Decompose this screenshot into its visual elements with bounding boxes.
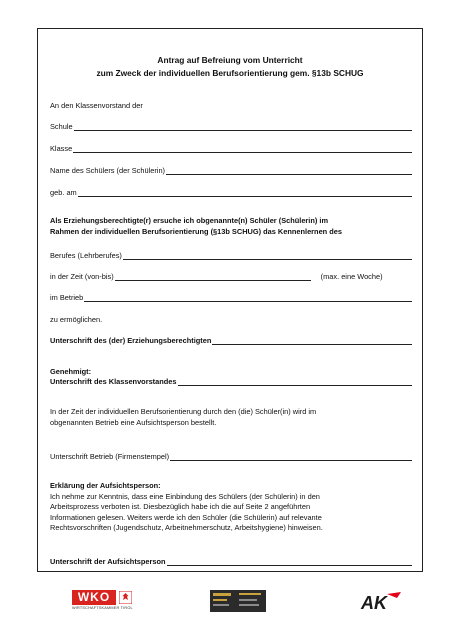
berufes-input-line[interactable] (123, 252, 412, 260)
ak-accent-icon (387, 592, 401, 598)
schule-label: Schule (50, 122, 73, 131)
tirol-eagle-icon (119, 591, 132, 604)
erklaerung-block: Erklärung der Aufsichtsperson: Ich nehme zur Kenntnis, dass eine Einbindung des Schülers (der Schülerin) in den Arbeitsprozess verboten ist. Diesbezüglich habe ich die auf Seite 2 angeführten Informationen gelesen. Weiters werde ich den Schüler (die Schülerin) auf relevante Rechtsvorschriften (Jugendschutz, Arbeitnehmerschutz, Arbeitshygiene) hinweisen. (50, 481, 410, 534)
betrieb-label: im Betrieb (50, 293, 84, 302)
name-label: Name des Schülers (der Schülerin) (50, 166, 166, 175)
klasse-label: Klasse (50, 144, 73, 153)
betrieb-signature-label: Unterschrift Betrieb (Firmenstempel) (50, 452, 170, 461)
wko-subtitle: WIRTSCHAFTSKAMMER TIROL (72, 606, 133, 610)
wko-logo (72, 590, 170, 612)
betrieb-signature[interactable] (50, 452, 412, 461)
wko-logo-mark: WKO (72, 590, 116, 605)
erz-signature-label: Unterschrift des (der) Erziehungsberechtigten (50, 336, 212, 345)
klasse-field[interactable] (50, 144, 412, 153)
berufes-field[interactable] (50, 251, 412, 260)
betrieb-signature-line[interactable] (170, 453, 412, 461)
kv-signature-label: Unterschrift des Klassenvorstandes (50, 377, 177, 386)
kv-signature-line[interactable] (178, 378, 412, 386)
klassenvorstand-signature[interactable] (50, 377, 412, 386)
betrieb-input-line[interactable] (84, 294, 412, 302)
betrieb-field[interactable] (50, 293, 412, 302)
request-text: Als Erziehungsberechtigte(r) ersuche ich obgenannte(n) Schüler (Schülerin) im Rahmen der individuellen Berufsorientierung (§13b SCHUG) das Kennenlernen des (50, 216, 342, 236)
addressee: An den Klassenvorstand der (50, 101, 143, 110)
ermoeglichen-text: zu ermöglichen. (50, 315, 103, 324)
aufsichtsperson-signature[interactable] (50, 557, 412, 566)
genehmigt-heading: Genehmigt: (50, 367, 92, 376)
aufsicht-signature-label: Unterschrift der Aufsichtsperson (50, 557, 166, 566)
zeit-suffix: (max. eine Woche) (320, 272, 383, 281)
geb-label: geb. am (50, 188, 77, 197)
schule-input-line[interactable] (74, 123, 412, 131)
name-field[interactable] (50, 166, 412, 175)
schule-field[interactable] (50, 122, 412, 131)
form-title-line2: zum Zweck der individuellen Berufsorientierung gem. §13b SCHUG (96, 68, 364, 78)
form-title-line1: Antrag auf Befreiung vom Unterricht (157, 55, 303, 65)
erziehungsberechtigte-signature[interactable] (50, 336, 412, 345)
erklaerung-heading: Erklärung der Aufsichtsperson: (50, 481, 161, 490)
zeit-label: in der Zeit (von-bis) (50, 272, 114, 281)
klasse-input-line[interactable] (73, 145, 412, 153)
aufsicht-info: In der Zeit der individuellen Berufsorientierung durch den (die) Schüler(in) wird im obgenannten Betrieb eine Aufsichtsperson bestellt. (50, 407, 317, 427)
geb-field[interactable] (50, 188, 412, 197)
partner-logo (210, 590, 266, 612)
geb-input-line[interactable] (78, 189, 412, 197)
zeit-input-line[interactable] (115, 273, 311, 281)
erz-signature-line[interactable] (212, 337, 412, 345)
ak-logo (357, 590, 405, 612)
ak-logo-text: AK (361, 593, 387, 612)
berufes-label: Berufes (Lehrberufes) (50, 251, 122, 260)
aufsicht-signature-line[interactable] (167, 558, 412, 566)
zeit-field[interactable] (50, 272, 412, 281)
name-input-line[interactable] (166, 167, 412, 175)
form-frame (37, 28, 423, 572)
